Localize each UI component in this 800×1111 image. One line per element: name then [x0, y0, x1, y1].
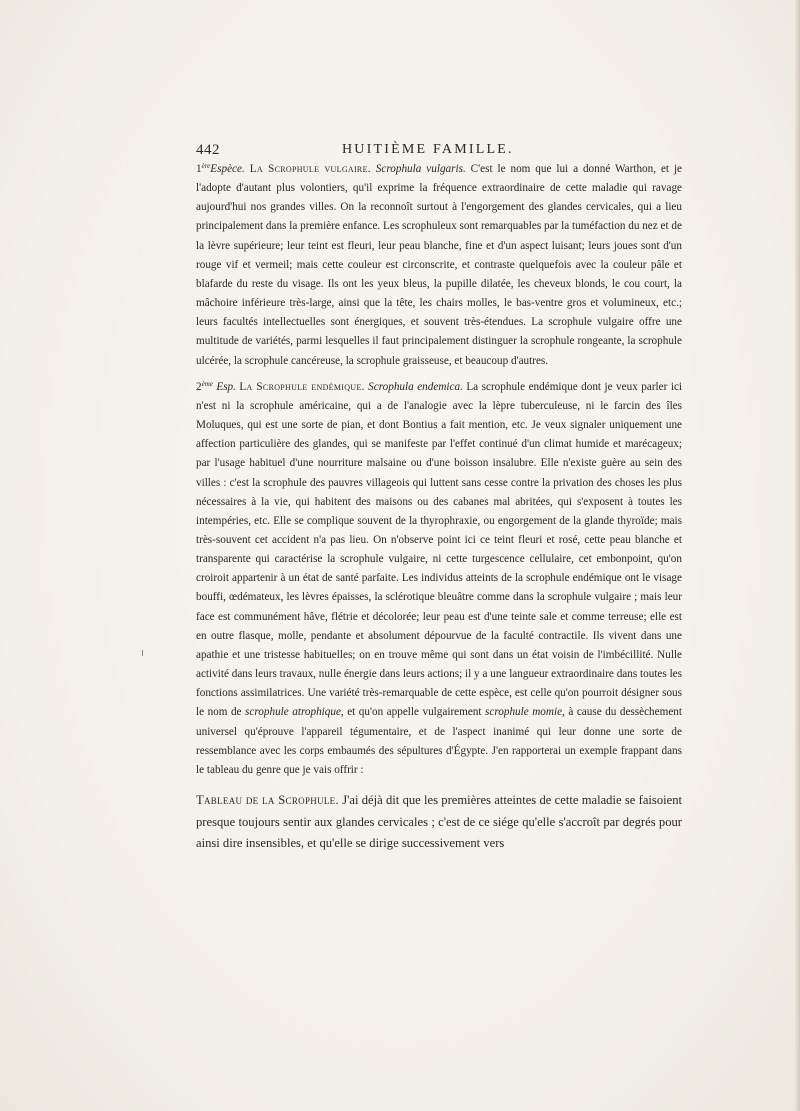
italic-term: scrophule momie — [485, 706, 563, 719]
tableau-heading: Tableau de la Scrophule. — [196, 793, 339, 807]
species-number: 2 — [196, 380, 202, 393]
running-head: HUITIÈME FAMILLE. — [342, 142, 514, 157]
species-name: La Scrophule endémique. — [239, 380, 365, 393]
species-name: La Scrophule vulgaire. — [249, 163, 371, 175]
tableau-section — [196, 790, 682, 855]
espece-label: Espèce. — [210, 163, 245, 175]
species-number-suffix: ème — [201, 379, 213, 388]
paragraph-text: , à cause du dessèchement universel qu'éprouve l'appareil tégumentaire, et de l'aspect inanimé qui leur donne une sorte de ressemblance avec les corps embaumés des sépultures d'Égypte. J'en rapporterai un exemple frappant dans le tableau du genre que je vais offrir : — [196, 706, 682, 776]
paragraph-text: , et qu'on appelle vulgairement — [340, 706, 486, 719]
latin-name: Scrophula vulgaris. — [375, 163, 466, 175]
page-number: 442 — [196, 142, 220, 158]
paragraph-tableau — [196, 790, 682, 855]
page-edge-shadow — [795, 0, 800, 1111]
espece-label: Esp. — [216, 380, 236, 393]
paragraph-species-1 — [196, 160, 682, 371]
paragraph-text: La scrophule endémique dont je veux parler ici n'est ni la scrophule américaine, qui a de l'analogie avec la lèpre tuberculeuse, ni le farcin des îles Moluques, qui est une sorte de pian, et dont Bontius a fait mention, etc. Je veux signaler uniquement une affection particulière des glandes, qui se manifeste par l'effet continué d'un climat humide et marécageux; par l'usage habituel d'une nourriture malsaine ou d'une boisson insalubre. Elle n'existe guère au sein des villes : c'est la scrophule des pauvres villageois qui luttent sans cesse contre la privation des choses les plus nécessaires à la vie, qui habitent des maisons ou des cabanes mal abritées, qui s'exposent à toutes les intempéries, etc. Elle se complique souvent de la thyrophraxie, ou engorgement de la glande thyroïde; mais très-souvent cet accident n'a pas lieu. On n'observe point ici ce teint fleuri et rosé, cette peau blanche et transparente qui caractérise la scrophule vulgaire, ni cette turgescence cellulaire, cet embonpoint, qu'on croiroit appartenir à un état de santé parfaite. Les individus atteints de la scrophule endémique ont le visage bouffi, œdémateux, les lèvres épaisses, la sclérotique bleuâtre comme dans la scrophule vulgaire ; mais leur face est communément hâve, flétrie et décolorée; leur peau est d'une teinte sale et comme terreuse; elle est en outre flasque, molle, pendante et absolument dépourvue de la faculté contractile. Ils vivent dans une apathie et une tristesse habituelles; on en trouve même qui sont dans un état voisin de l'imbécillité. Nulle activité dans leurs travaux, nulle énergie dans leurs actions; il y a une langueur extraordinaire dans toutes les fonctions assimilatrices. Une variété très-remarquable de cette espèce, est celle qu'on pourroit désigner sous le nom de — [196, 380, 683, 719]
body-text — [196, 160, 682, 780]
paragraph-text: C'est le nom que lui a donné Warthon, et je l'adopte d'autant plus volontiers, qu'il exprime la fréquence extraordinaire de cette maladie qui ravage aujourd'hui nos grandes villes. On la reconnoît surtout à l'engorgement des glandes cervicales, qui a lieu principalement dans la première enfance. Les scrophuleux sont remarquables par la tuméfaction du nez et de la lèvre supérieure; leur teint est fleuri, leur peau blanche, fine et d'un aspect luisant; leurs joues sont d'un rouge vif et vermeil; mais cette couleur est circonscrite, et contraste quelquefois avec la couleur pâle et blafarde du reste du visage. Ils ont les yeux bleus, la pupille dilatée, les cheveux blonds, le cou court, la mâchoire inférieure très-large, ainsi que la tête, les chairs molles, le bas-ventre gros et volumineux, etc.; leurs facultés intellectuelles sont énergiques, et souvent très-étendues. La scrophule vulgaire offre une multitude de variétés, parmi lesquelles il faut principalement distinguer la scrophule rongeante, la scrophule ulcérée, la scrophule cancéreuse, la scrophule graisseuse, et beaucoup d'autres. — [196, 163, 683, 367]
species-number-suffix: ère — [201, 162, 211, 170]
species-number: 1 — [196, 163, 202, 175]
paragraph-species-2 — [196, 378, 682, 780]
paragraph-text: J'ai déjà dit que les premières atteintes de cette maladie se faisoient presque toujours sentir aux glandes cervicales ; c'est de ce siége qu'elle s'accroît par degrés pour ainsi dire insensibles, et qu'elle se dirige successivement vers — [196, 793, 682, 850]
italic-term: scrophule atrophique — [245, 706, 341, 719]
margin-mark — [142, 650, 143, 656]
latin-name: Scrophula endemica. — [368, 380, 463, 393]
